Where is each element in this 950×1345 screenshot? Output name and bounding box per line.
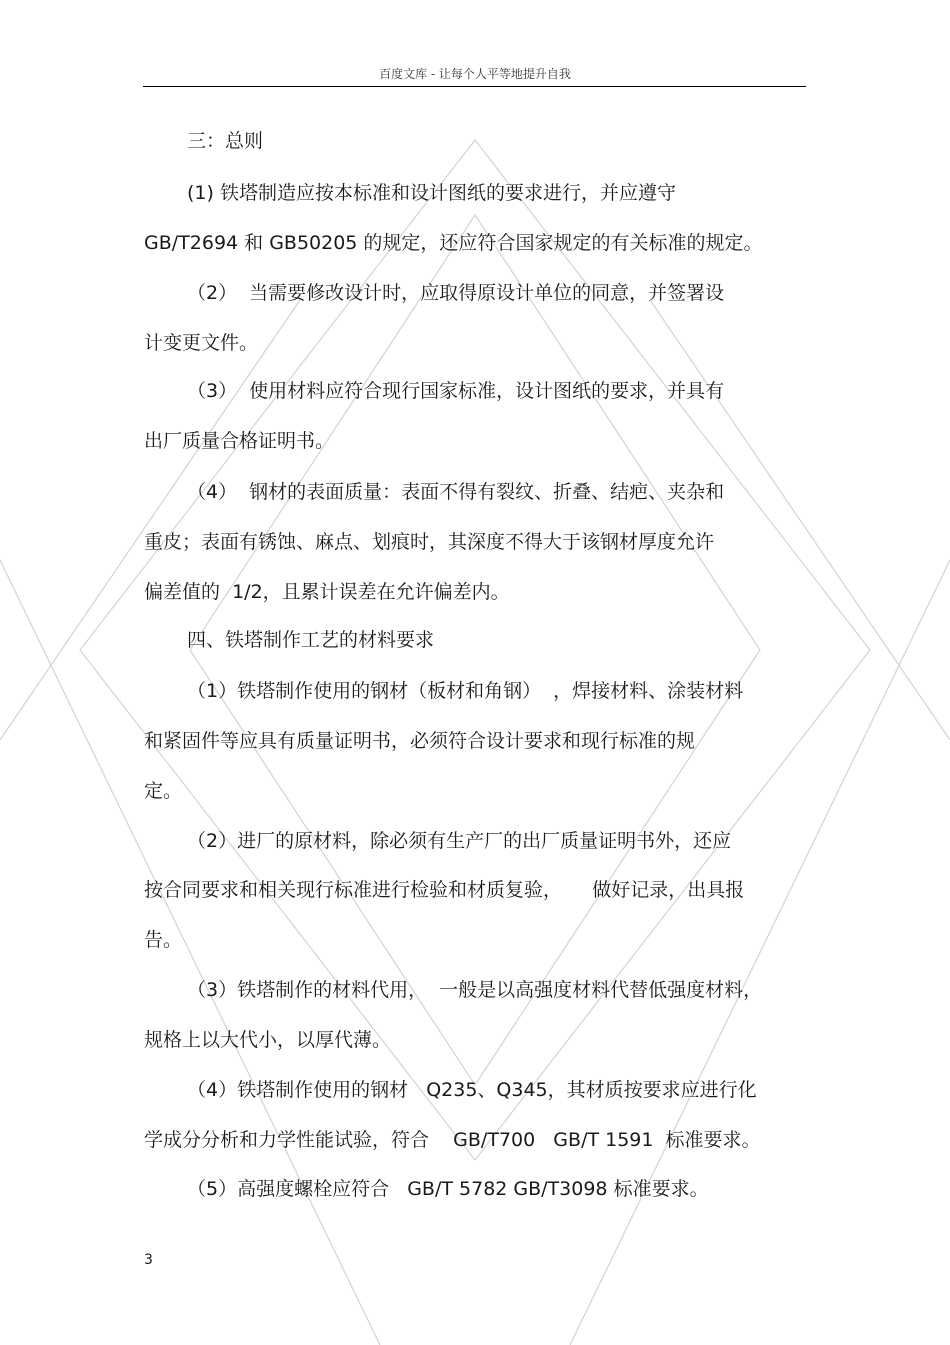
- paragraph-line: （4）铁塔制作使用的钢材 Q235、Q345，其材质按要求应进行化: [187, 1079, 757, 1101]
- paragraph-line: 偏差值的 1/2，且累计误差在允许偏差内。: [144, 581, 510, 603]
- paragraph-line: （1）铁塔制作使用的钢材（板材和角钢） ，焊接材料、涂装材料: [187, 680, 744, 702]
- paragraph-line: 出厂质量合格证明书。: [144, 430, 335, 452]
- header-rule: [143, 86, 806, 87]
- paragraph-line: 定。: [144, 780, 183, 802]
- section-heading: 三：总则: [187, 130, 264, 152]
- paragraph-line: （5）高强度螺栓应符合 GB/T 5782 GB/T3098 标准要求。: [187, 1178, 709, 1200]
- paragraph-line: （3）铁塔制作的材料代用， 一般是以高强度材料代替低强度材料，: [187, 979, 763, 1001]
- paragraph-line: （2）进厂的原材料，除必须有生产厂的出厂质量证明书外，还应: [187, 830, 732, 852]
- paragraph-line: GB/T2694 和 GB50205 的规定，还应符合国家规定的有关标准的规定。: [144, 232, 763, 254]
- running-header: 百度文库 - 让每个人平等地提升自我: [379, 67, 571, 81]
- paragraph-line: 计变更文件。: [144, 332, 259, 354]
- paragraph-line: (1) 铁塔制造应按本标准和设计图纸的要求进行，并应遵守: [187, 182, 676, 204]
- paragraph-line: 规格上以大代小，以厚代薄。: [144, 1029, 392, 1051]
- paragraph-line: 学成分分析和力学性能试验，符合 GB/T700 GB/T 1591 标准要求。: [144, 1129, 761, 1151]
- paragraph-line: （3） 使用材料应符合现行国家标准，设计图纸的要求，并具有: [187, 380, 725, 402]
- paragraph-line: 告。: [144, 929, 183, 951]
- section-heading: 四、铁塔制作工艺的材料要求: [187, 629, 435, 651]
- paragraph-line: 重皮；表面有锈蚀、麻点、划痕时，其深度不得大于该钢材厚度允许: [144, 531, 715, 553]
- paragraph-line: 按合同要求和相关现行标准进行检验和材质复验， 做好记录，出具报: [144, 879, 745, 901]
- paragraph-line: （4） 钢材的表面质量：表面不得有裂纹、折叠、结疤、夹杂和: [187, 481, 725, 503]
- page-number: 3: [144, 1252, 153, 1268]
- paragraph-line: 和紧固件等应具有质量证明书，必须符合设计要求和现行标准的规: [144, 730, 696, 752]
- paragraph-line: （2） 当需要修改设计时，应取得原设计单位的同意，并签署设: [187, 282, 725, 304]
